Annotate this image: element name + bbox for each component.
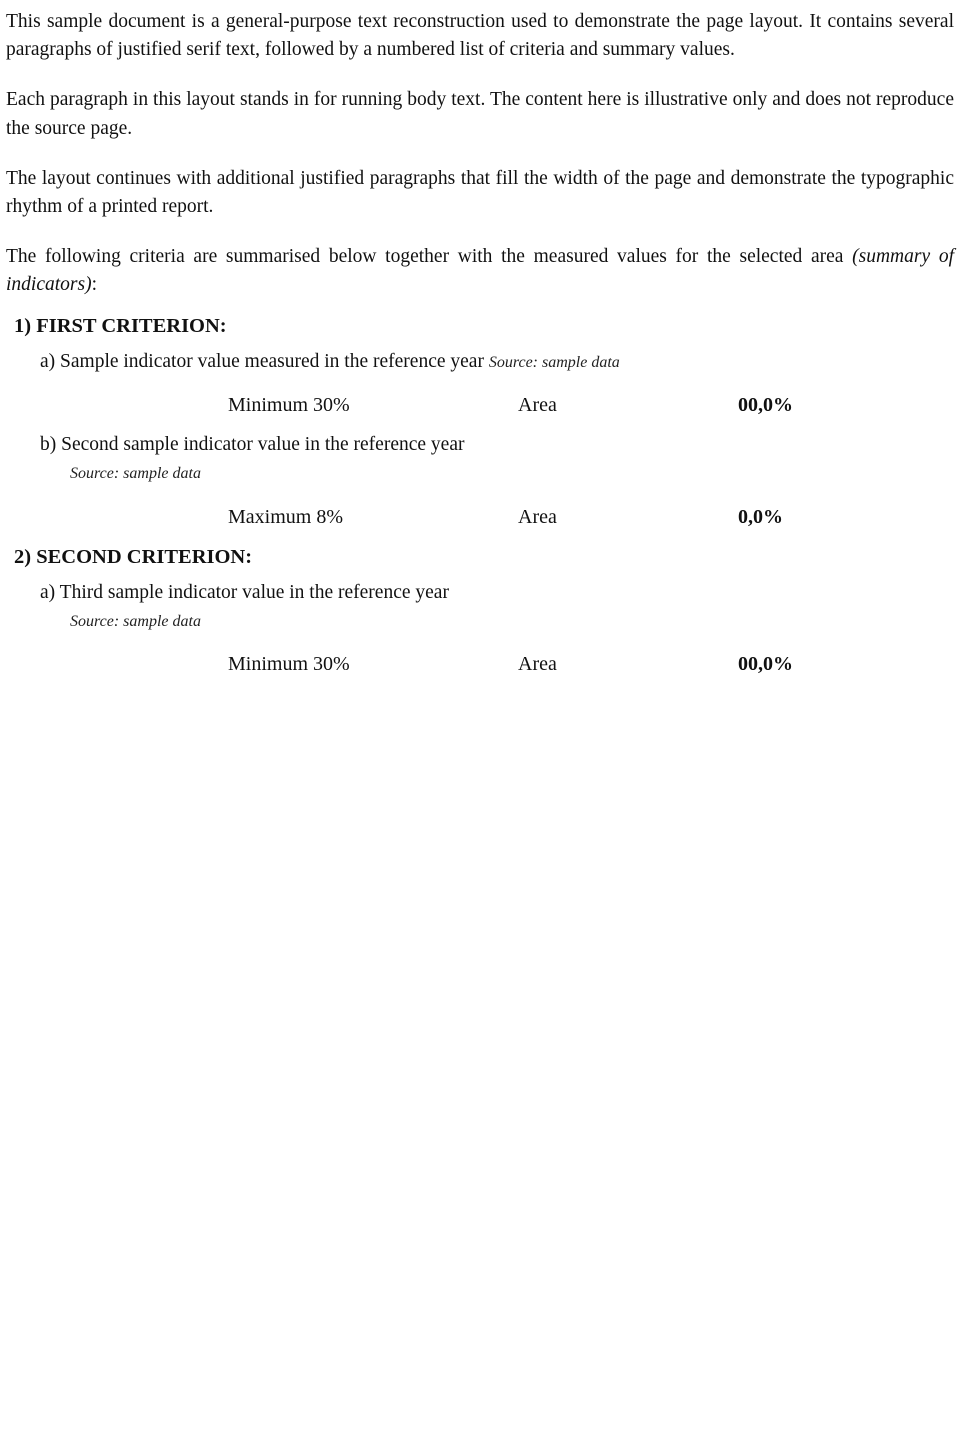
criterion-item: a) Third sample indicator value in the reference year xyxy=(40,582,449,604)
criterion-item: a) Sample indicator value measured in the reference year Source: sample data xyxy=(40,350,620,372)
body-paragraph: Each paragraph in this layout stands in for running body text. The content here is illustrative only and does not reproduce the source page. xyxy=(6,89,954,139)
value-row: Minimum 30% Area 00,0% xyxy=(228,394,793,417)
section-heading: 1) FIRST CRITERION: xyxy=(14,314,227,337)
criterion-item: b) Second sample indicator value in the reference year xyxy=(40,434,465,456)
value-row: Minimum 30% Area 00,0% xyxy=(228,653,793,676)
section-heading: 2) SECOND CRITERION: xyxy=(14,545,253,568)
data-source: Source: sample data xyxy=(70,613,201,631)
body-paragraph: The layout continues with additional justified paragraphs that fill the width of the page and demonstrate the typographic rhythm of a printed report. xyxy=(6,167,954,218)
value-row: Maximum 8% Area 0,0% xyxy=(228,505,783,528)
body-paragraph: This sample document is a general-purpose text reconstruction used to demonstrate the page layout. It contains several paragraphs of justified serif text, followed by a numbered list of criteria and summary values. xyxy=(6,11,954,61)
data-source: Source: sample data xyxy=(488,353,620,371)
data-source: Source: sample data xyxy=(70,465,201,483)
criteria-intro: The following criteria are summarised below together with the measured values for the selected area (summary of indicators): xyxy=(6,246,954,296)
